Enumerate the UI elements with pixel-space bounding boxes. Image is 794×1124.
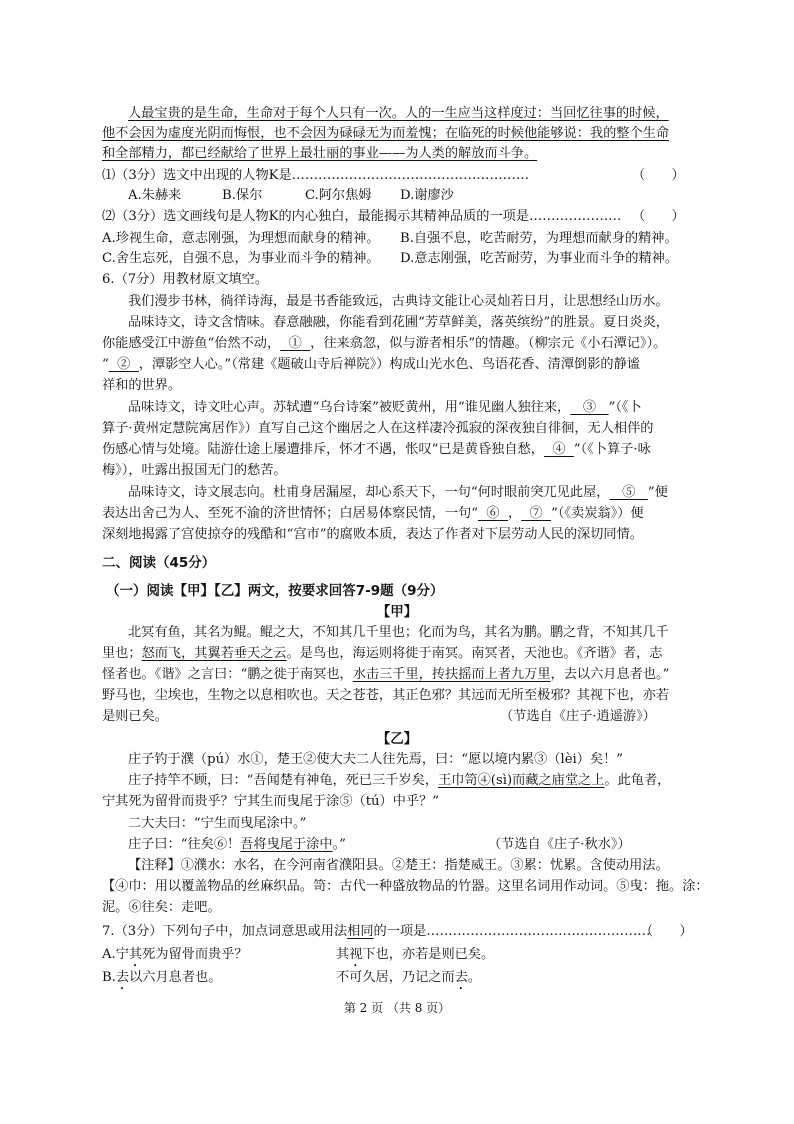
q6-para2-line1: 品味诗文，诗文含情味。春意融融，你能看到花圃“芳草鲜美，落英缤纷”的胜景。夏日炎炎， (128, 315, 669, 330)
q1-stem: ⑴（3分）选文中出现的人物K是……………………………………………… (102, 168, 530, 183)
q6-para3-line1: 品味诗文，诗文吐心声。苏轼遭“乌台诗案”被贬黄州，用“谁见幽人独往来， ③ ”（《卜 (128, 400, 642, 415)
yi-label: 【乙】 (376, 731, 418, 747)
jia-line-1: 北冥有鱼，其名为鲲。鲲之大，不知其几千里也；化而为鸟，其名为鹏。鹏之背，不知其几千 (128, 625, 669, 640)
q2-option-b: B.自强不息，吃苦耐劳，为理想而献身的精神。 (400, 231, 678, 246)
blank-5[interactable]: ⑤ (622, 485, 636, 500)
yi-line-3: 宁其死为留骨而贵乎？宁其生而曳尾于涂⑤（tú）中乎？” (102, 794, 440, 809)
blank-7[interactable]: ⑦ (529, 506, 543, 521)
q7-option-b-left: B.去以六月息者也。 (102, 970, 222, 985)
yi-note-1: 【注释】①濮水：水名，在今河南省濮阳县。②楚王：指楚威王。③累：忧累。含使动用法。 (128, 858, 669, 873)
yi-note-2: 【④巾：用以覆盖物品的丝麻织品。笥：古代一种盛放物品的竹器。这里名词用作动词。⑤曳：拖。涂： (102, 879, 709, 894)
jia-line-3: 怪者也。《谐》之言曰：“鹏之徙于南冥也，水击三千里，抟扶摇而上者九万里，去以六月息者也。” (102, 667, 670, 682)
q6-title: 6.（7分）用教材原文填空。 (102, 272, 269, 287)
q6-para2-line3: “ ② ，潭影空人心。”（常建《题破山寺后禅院》）构成山光水色、鸟语花香、清潭倒影的静谧 (102, 357, 640, 372)
q1-option-d: D.谢廖沙 (400, 188, 454, 203)
q6-para2-line4: 祥和的世界。 (102, 378, 182, 393)
section-2-title: 二、阅读（45分） (102, 555, 216, 571)
q6-para4-line2: 表达出舍己为人、至死不渝的济世情怀；白居易体察民情，一句“ ⑥ ， ⑦ ”（《卖炭翁》）便 (102, 506, 644, 521)
blank-4[interactable]: ④ (552, 442, 566, 457)
jia-label: 【甲】 (376, 604, 418, 620)
blank-3[interactable]: ③ (582, 400, 596, 415)
q7-answer-paren[interactable]: （ ） (640, 924, 693, 939)
blank-2[interactable]: ② (117, 357, 131, 372)
yi-note-3: 泥。⑥往矣：走吧。 (102, 900, 221, 915)
q2-option-c: C.舍生忘死，自强不息，为事业而斗争的精神。 (102, 251, 380, 266)
q6-para2-line2: 你能感受江中游鱼“佁然不动， ① ，往来翕忽，似与游者相乐”的情趣。（柳宗元《小石潭记》）。 (102, 336, 667, 351)
q6-para3-line3: 伤感心情与处境。陆游仕途上屡遭排斥，怀才不遇，怅叹“已是黄昏独自愁， ④ ”（《卜算子·咏 (102, 442, 651, 457)
section-2-subtitle: （一）阅读【甲】【乙】两文，按要求回答7-9题（9分） (106, 583, 444, 599)
q7-option-b-right: 不可久居，乃记之而去。 (336, 970, 482, 985)
q2-answer-paren[interactable]: （ ） (632, 209, 685, 224)
q6-para3-line4: 梅》），吐露出报国无门的愁苦。 (102, 463, 287, 478)
yi-line-4: 二大夫曰：“宁生而曳尾涂中。” (128, 816, 307, 831)
q6-para3-line2: 算子·黄州定慧院寓居作》）直写自己这个幽居之人在这样凄冷孤寂的深夜独自徘徊，无人相伴的 (102, 421, 654, 436)
blank-1[interactable]: ① (288, 336, 302, 351)
q6-para1: 我们漫步书林，徜徉诗海，最是书香能致远，古典诗文能让心灵灿若日月，让思想经山历水。 (128, 294, 669, 309)
jia-source: （节选自《庄子·逍遥游》） (500, 709, 656, 724)
q1-answer-paren[interactable]: （ ） (632, 168, 685, 183)
passage-line-3: 和全部精力，都已经献给了世界上最壮丽的事业——为人类的解放而斗争。 (102, 146, 538, 161)
jia-line-5: 是则已矣。 (102, 709, 168, 724)
jia-line-4: 野马也，尘埃也，生物之以息相吹也。天之苍苍，其正色邪？其远而无所至极邪？其视下也，亦若 (102, 688, 670, 703)
yi-line-5: 庄子曰：“往矣⑥！吾将曳尾于涂中。” (128, 837, 346, 852)
page-footer: 第 2 页 （共 8 页） (343, 1001, 451, 1015)
q2-stem: ⑵（3分）选文画线句是人物K的内心独白，最能揭示其精神品质的一项是………………… (102, 209, 622, 224)
q6-para4-line3: 深刻地揭露了宫使掠夺的残酷和“宫市”的腐败本质，表达了作者对下层劳动人民的深切同情。 (102, 527, 643, 542)
yi-line-1: 庄子钓于濮（pú）水①，楚王②使大夫二人往先焉，曰：“愿以境内累③（lèi）矣！” (128, 752, 624, 767)
q7-stem: 7.（3分）下列句子中，加点词意思或用法相同的一项是…………………………………………… (102, 924, 651, 939)
jia-line-2: 里也；怒而飞，其翼若垂天之云。是鸟也，海运则将徙于南冥。南冥者，天池也。《齐谐》者，志 (102, 646, 663, 661)
q7-option-a-left: A.宁其死为留骨而贵乎？ (102, 947, 248, 962)
q1-option-b: B.保尔 (222, 188, 263, 203)
q6-para4-line1: 品味诗文，诗文展志向。杜甫身居漏屋，却心系天下，一句“何时眼前突兀见此屋， ⑤ ”便 (128, 485, 668, 500)
q1-option-c: C.阿尔焦姆 (305, 188, 372, 203)
yi-line-2: 庄子持竿不顾，曰：“吾闻楚有神龟，死已三千岁矣，王巾笥④(sì)而藏之庙堂之上。此龟者， (128, 773, 671, 788)
q2-option-d: D.意志刚强，吃苦耐劳，为事业而斗争的精神。 (400, 251, 679, 266)
q7-option-a-right: 其视下也，亦若是则已矣。 (336, 947, 495, 962)
q1-option-a: A.朱赫来 (128, 188, 182, 203)
passage-line-1: 人最宝贵的是生命，生命对于每个人只有一次。人的一生应当这样度过：当回忆往事的时候， (128, 106, 669, 121)
passage-line-2: 他不会因为虚度光阴而悔恨，也不会因为碌碌无为而羞愧；在临死的时候他能够说：我的整个生命 (102, 126, 670, 141)
yi-source: （节选自《庄子·秋水》） (488, 837, 631, 852)
q2-option-a: A.珍视生命，意志刚强，为理想而献身的精神。 (102, 231, 380, 246)
blank-6[interactable]: ⑥ (486, 506, 500, 521)
